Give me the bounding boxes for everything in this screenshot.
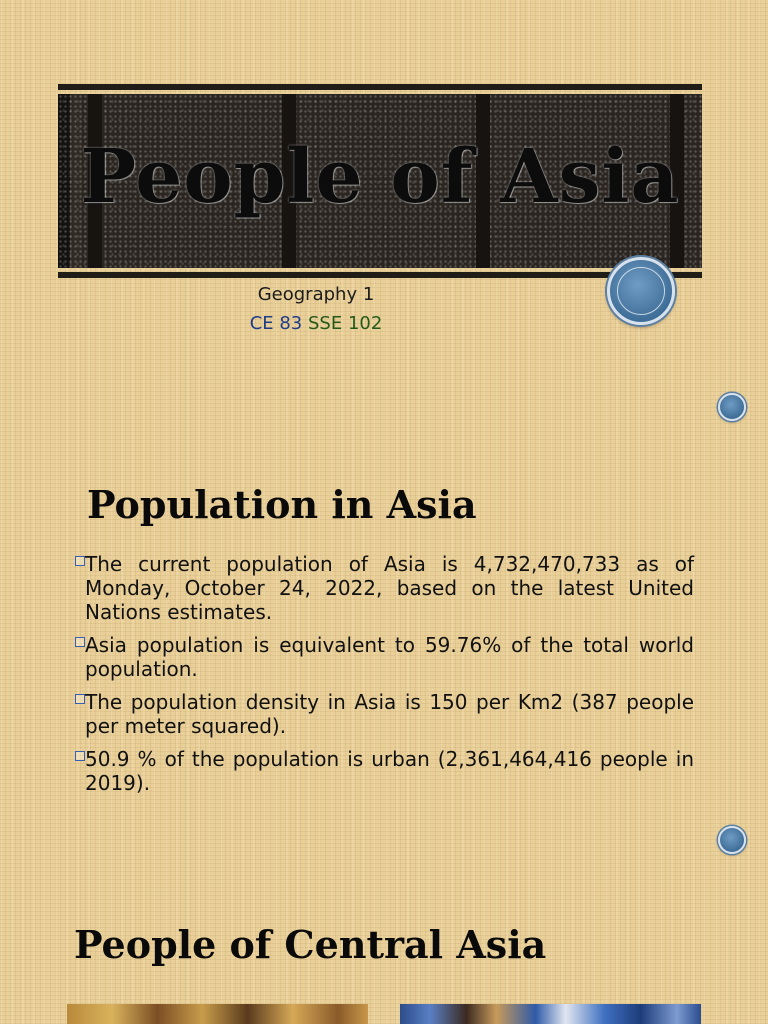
slide-title: People of Asia xyxy=(80,134,680,220)
course-sse: SSE 102 xyxy=(308,313,383,334)
decorative-circle-icon xyxy=(718,826,746,854)
central-asia-photo-left xyxy=(67,1004,368,1024)
slide-subtitle: Geography 1 xyxy=(257,284,375,305)
list-item: The population density in Asia is 150 per Km2 (387 people per meter squared). xyxy=(75,690,694,738)
central-asia-photo-right xyxy=(400,1004,701,1024)
list-item: The current population of Asia is 4,732,470,733 as of Monday, October 24, 2022, based on the latest United Nations estimates. xyxy=(75,552,694,624)
list-item: 50.9 % of the population is urban (2,361,464,416 people in 2019). xyxy=(75,747,694,795)
decorative-circle-icon xyxy=(718,393,746,421)
title-banner xyxy=(58,94,702,268)
bullet-box-icon xyxy=(75,751,85,761)
bullet-box-icon xyxy=(75,637,85,647)
central-asia-heading: People of Central Asia xyxy=(74,922,547,967)
bullet-box-icon xyxy=(75,694,85,704)
population-heading: Population in Asia xyxy=(87,482,477,527)
course-codes xyxy=(0,313,632,334)
course-ce: CE 83 xyxy=(249,313,303,334)
bullet-box-icon xyxy=(75,556,85,566)
list-item: Asia population is equivalent to 59.76% of the total world population. xyxy=(75,633,694,681)
population-bullet-list xyxy=(75,552,694,804)
